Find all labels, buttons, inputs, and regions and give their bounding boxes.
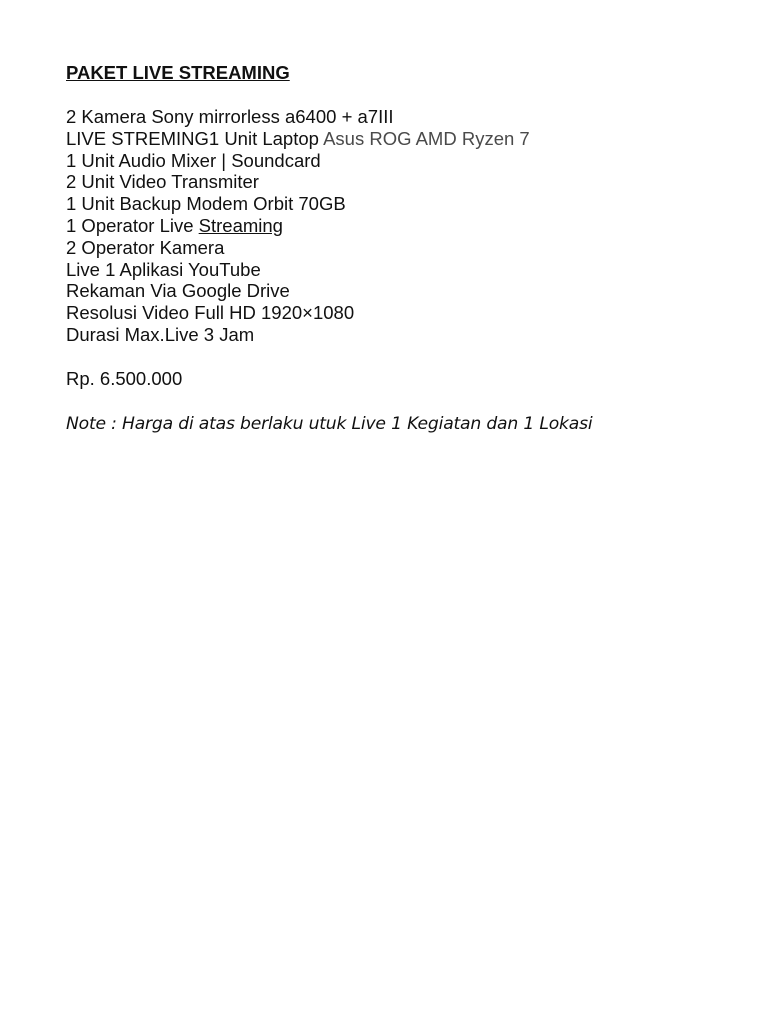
list-item: [66, 150, 726, 172]
item-text: 2 Operator Kamera: [66, 236, 225, 258]
list-item: [66, 302, 726, 324]
package-price: Rp. 6.500.000: [66, 367, 183, 389]
item-text: Resolusi Video Full HD 1920×1080: [66, 302, 355, 324]
price-note: Note : Harga di atas berlaku utuk Live 1 Kegiatan dan 1 Lokasi: [66, 413, 593, 434]
item-text: 2 Kamera Sony mirrorless a6400 + a7III: [66, 106, 394, 127]
list-item: [66, 324, 726, 346]
item-text: Live 1 Aplikasi YouTube: [66, 258, 261, 280]
list-item: [66, 193, 726, 215]
item-text: 1 Unit Backup Modem Orbit 70GB: [66, 193, 346, 215]
list-item: [66, 280, 726, 302]
item-underlined-text: Streaming: [198, 214, 283, 236]
item-text: 1 Operator Live: [66, 214, 199, 236]
package-items-list: [66, 106, 726, 346]
list-item: [66, 237, 726, 259]
item-text: Rekaman Via Google Drive: [66, 280, 290, 302]
item-text: Durasi Max.Live 3 Jam: [66, 323, 255, 345]
item-text: LIVE STREMING1 Unit Laptop: [66, 127, 324, 149]
blank-line: [66, 84, 726, 106]
item-text: 1 Unit Audio Mixer | Soundcard: [66, 149, 321, 171]
list-item: [66, 259, 726, 281]
document-body: [66, 62, 726, 436]
item-extra-text: Asus ROG AMD Ryzen 7: [323, 127, 530, 149]
item-text: 2 Unit Video Transmiter: [66, 171, 259, 193]
list-item: [66, 215, 726, 237]
list-item: [66, 171, 726, 193]
list-item: [66, 106, 726, 128]
list-item: [66, 128, 726, 150]
document-title: PAKET LIVE STREAMING: [66, 62, 290, 83]
